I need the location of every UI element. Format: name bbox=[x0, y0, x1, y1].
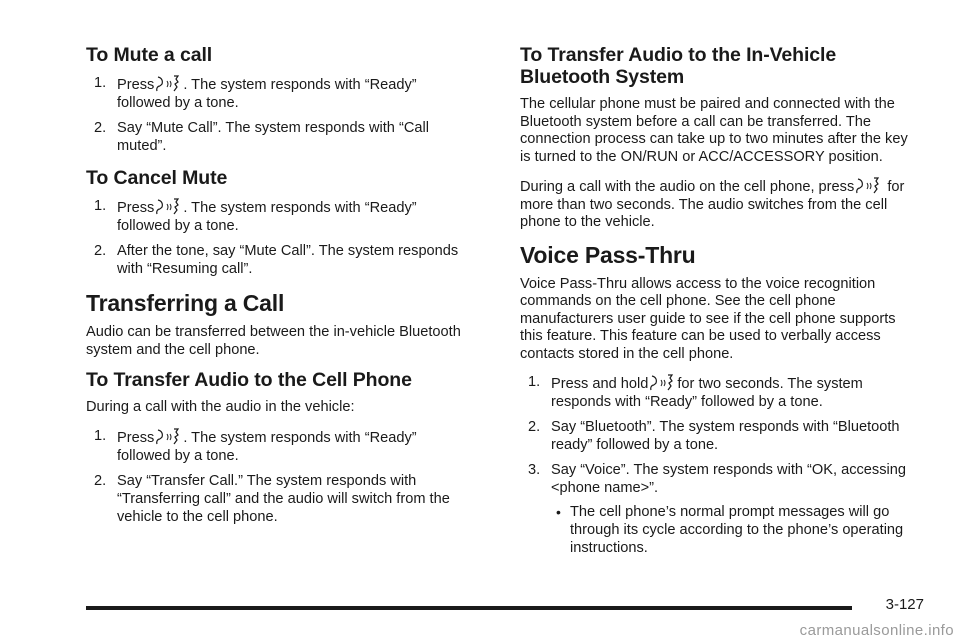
list-item: • The cell phone’s normal prompt messages will go through its cycle according to the phone’s operating instructions. bbox=[556, 504, 904, 556]
phone-icon bbox=[856, 178, 865, 194]
mute-heading: To Mute a call bbox=[86, 44, 213, 66]
mute-steps bbox=[86, 74, 468, 155]
phone-voice-icons bbox=[650, 373, 674, 391]
phone-voice-icons bbox=[156, 74, 180, 92]
cancel-mute-heading: To Cancel Mute bbox=[86, 167, 228, 189]
pass-thru-bullets bbox=[520, 503, 920, 557]
list-item: 2. Say “Mute Call”. The system responds with “Call muted”. bbox=[94, 120, 429, 154]
to-vehicle-text-2: During a call with the audio on the cell phone, press for more than two seconds. The audio switches from the cell phone to the vehicle. bbox=[520, 176, 920, 232]
to-vehicle-heading: To Transfer Audio to the In-Vehicle Bluetooth System bbox=[520, 44, 837, 88]
transferring-heading: Transferring a Call bbox=[86, 290, 285, 316]
left-column bbox=[86, 44, 468, 538]
voice-icon bbox=[660, 373, 674, 391]
watermark: carmanualsonline.info bbox=[799, 622, 954, 639]
voice-icon bbox=[166, 74, 180, 92]
list-item: 1. Press . The system responds with “Ready” followed by a tone. bbox=[94, 198, 417, 234]
list-item: 3. Say “Voice”. The system responds with “OK, accessing <phone name>”. • The cell phone’s normal prompt messages will go through its cycle according to the phone’s operating instructions. bbox=[520, 461, 920, 557]
cancel-mute-steps bbox=[86, 197, 468, 278]
to-vehicle-text: The cellular phone must be paired and connected with the Bluetooth system before a call can be transferred. The connection process can take up to two minutes after the key is turned to the ON/RUN or ACC/ACCESSORY position. bbox=[520, 96, 908, 165]
phone-voice-icons bbox=[156, 197, 180, 215]
list-item: 1. Press . The system responds with “Ready” followed by a tone. bbox=[94, 427, 417, 464]
to-cell-heading: To Transfer Audio to the Cell Phone bbox=[86, 369, 412, 391]
phone-icon bbox=[156, 199, 165, 215]
voice-icon bbox=[166, 197, 180, 215]
voice-icon bbox=[166, 427, 180, 445]
list-item: 2. After the tone, say “Mute Call”. The system responds with “Resuming call”. bbox=[94, 243, 459, 277]
footer-rule bbox=[86, 606, 852, 610]
transferring-text: Audio can be transferred between the in-vehicle Bluetooth system and the cell phone. bbox=[86, 324, 461, 358]
phone-icon bbox=[156, 76, 165, 92]
right-column bbox=[520, 44, 920, 569]
pass-thru-text: Voice Pass-Thru allows access to the voice recognition commands on the cell phone. See the cell phone manufacturers user guide to see if the cell phone supports this feature. This feature can be used to verbally access contacts stored in the cell phone. bbox=[520, 275, 896, 362]
to-cell-steps bbox=[86, 427, 468, 526]
pass-thru-steps bbox=[520, 373, 920, 557]
list-item: 1. Press . The system responds with “Ready” followed by a tone. bbox=[94, 75, 417, 111]
to-cell-intro: During a call with the audio in the vehicle: bbox=[86, 399, 355, 415]
list-item: 2. Say “Transfer Call.” The system responds with “Transferring call” and the audio will switch from the vehicle to the cell phone. bbox=[94, 472, 450, 525]
phone-voice-icons bbox=[856, 176, 880, 194]
phone-icon bbox=[650, 375, 659, 391]
pass-thru-heading: Voice Pass-Thru bbox=[520, 241, 696, 268]
list-item: 1. Press and hold for two seconds. The system responds with “Ready” followed by a tone. bbox=[528, 374, 863, 410]
bullet-icon: • bbox=[556, 504, 561, 520]
voice-icon bbox=[866, 176, 880, 194]
list-item: 2. Say “Bluetooth”. The system responds with “Bluetooth ready” followed by a tone. bbox=[528, 419, 900, 453]
phone-icon bbox=[156, 429, 165, 445]
page-number: 3-127 bbox=[885, 596, 924, 613]
phone-voice-icons bbox=[156, 427, 180, 445]
